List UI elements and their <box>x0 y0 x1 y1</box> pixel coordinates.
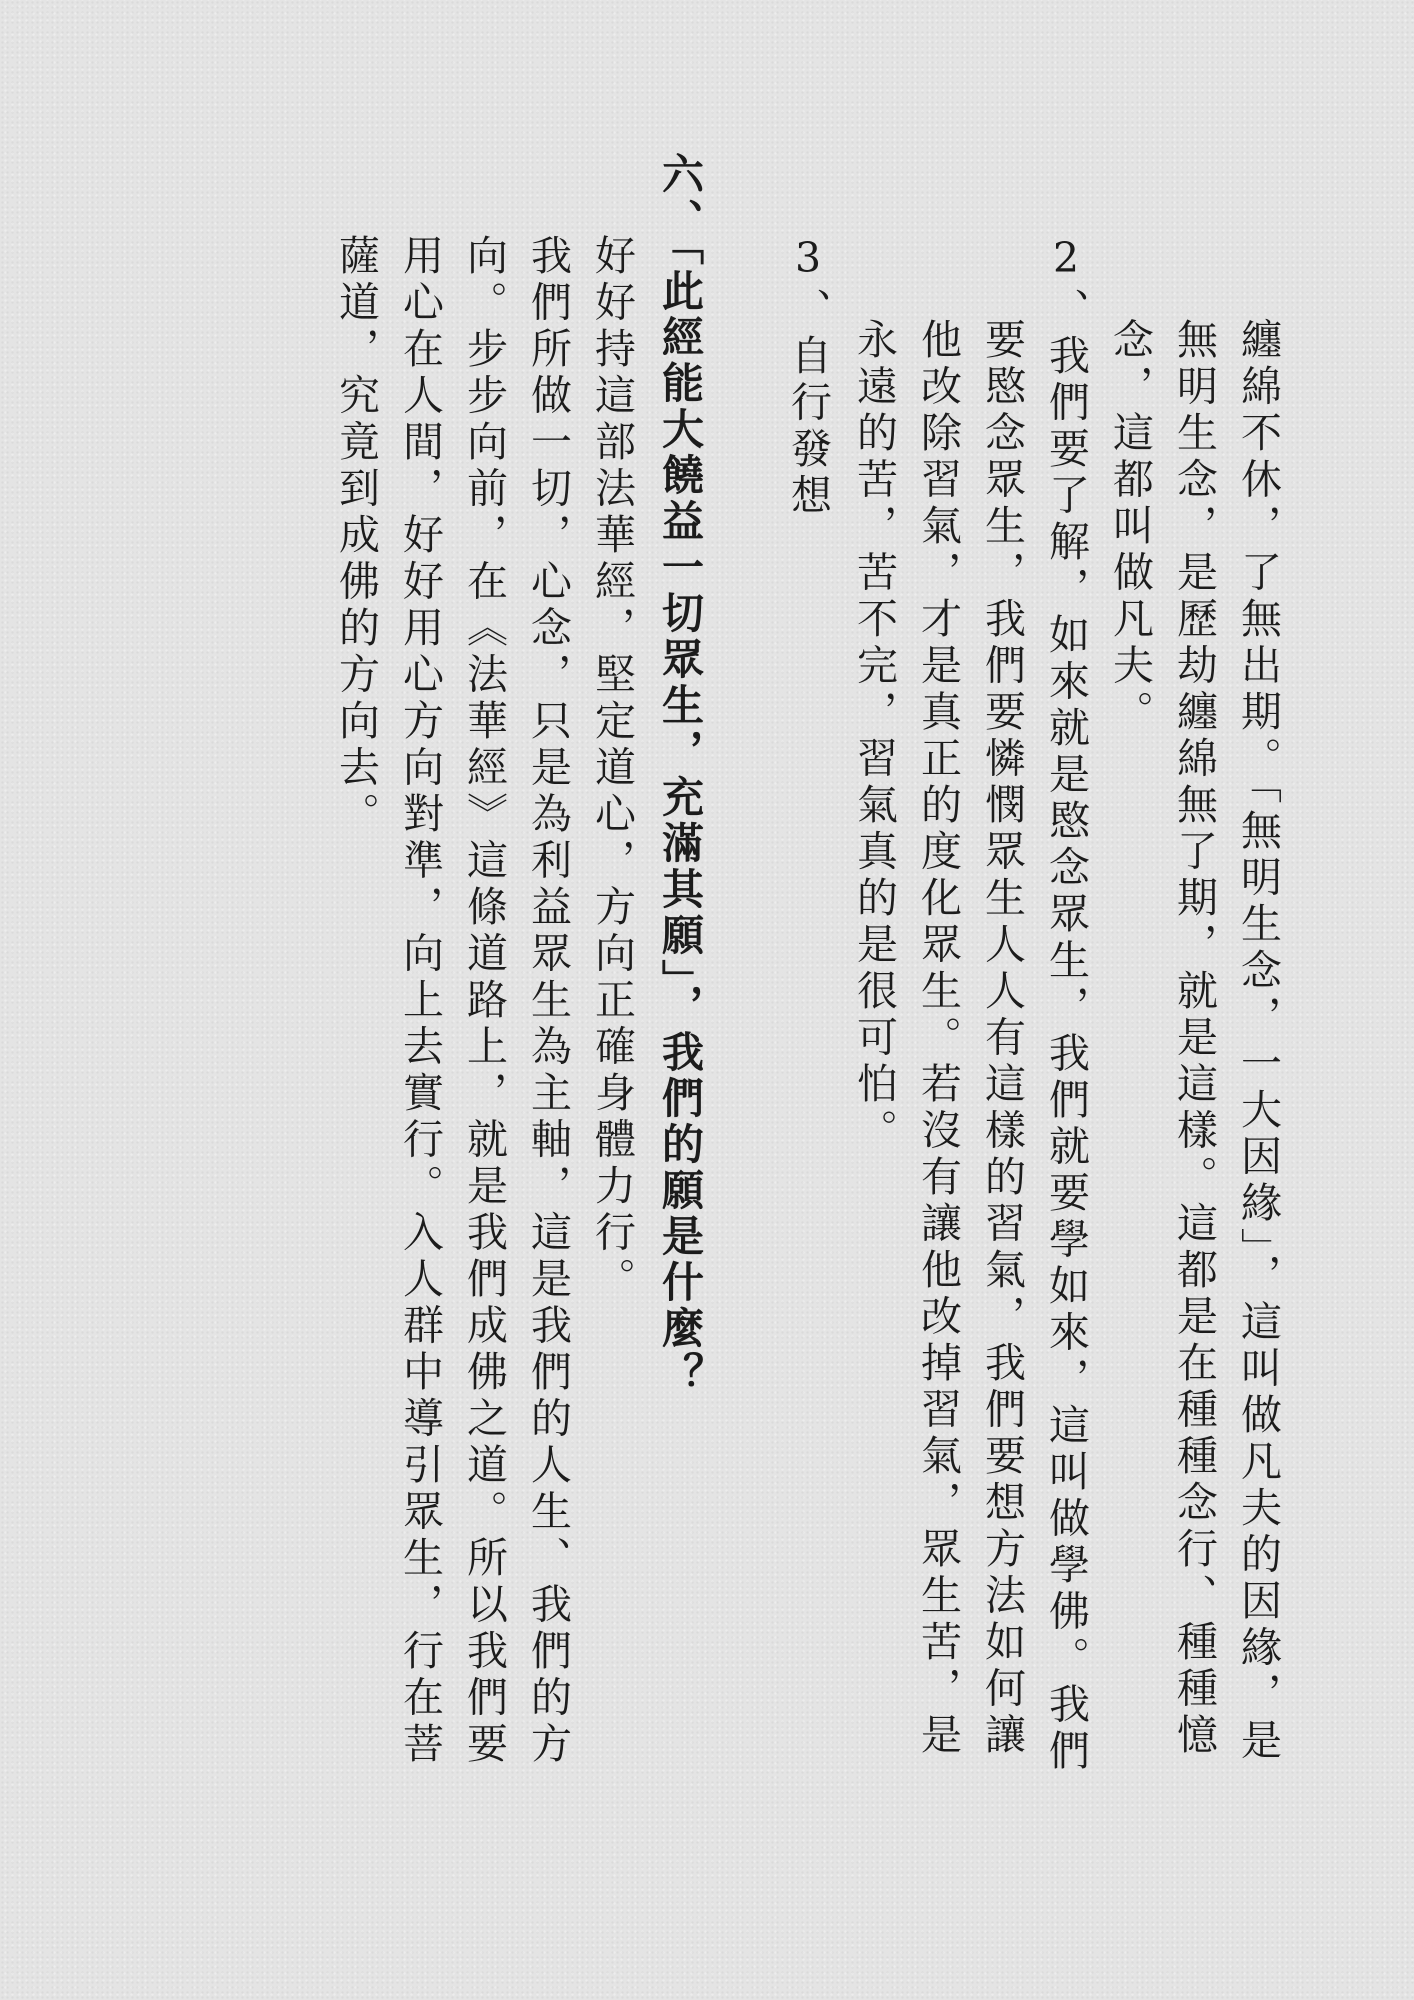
text-column-8: 3、自行發想 <box>784 234 832 520</box>
section-heading: 六、「此經能大饒益一切眾生，充滿其願」，我們的願是什麼？ <box>656 152 705 1398</box>
text-column-6: 他改除習氣，才是真正的度化眾生。若沒有讓他改掉習氣，眾生苦，是 <box>914 318 962 1760</box>
text-column-1: 纏綿不休，了無出期。「無明生念，一大因緣」，這叫做凡夫的因緣，是 <box>1234 318 1282 1765</box>
text-column-10: 我們所做一切，心念，只是為利益眾生為主軸，這是我們的人生、我們的方 <box>524 234 572 1769</box>
text-column-11: 向。步步向前，在《法華經》這條道路上，就是我們成佛之道。所以我們要 <box>460 234 508 1769</box>
text-column-5: 要愍念眾生，我們要憐憫眾生人人有這樣的習氣，我們要想方法如何讓 <box>978 318 1026 1760</box>
text-column-7: 永遠的苦，苦不完，習氣真的是很可怕。 <box>850 318 898 1155</box>
text-column-3: 念，這都叫做凡夫。 <box>1106 318 1154 737</box>
text-column-12: 用心在人間，好好用心方向對準，向上去實行。入人群中導引眾生，行在菩 <box>396 234 444 1769</box>
text-column-4: 2、我們要了解，如來就是愍念眾生，我們就要學如來，這叫做學佛。我們 <box>1042 234 1090 1776</box>
text-column-2: 無明生念，是歷劫纏綿無了期，就是這樣。這都是在種種念行、種種憶 <box>1170 318 1218 1760</box>
text-column-13: 薩道，究竟到成佛的方向去。 <box>332 234 380 839</box>
text-column-9: 好好持這部法華經，堅定道心，方向正確身體力行。 <box>588 234 636 1304</box>
